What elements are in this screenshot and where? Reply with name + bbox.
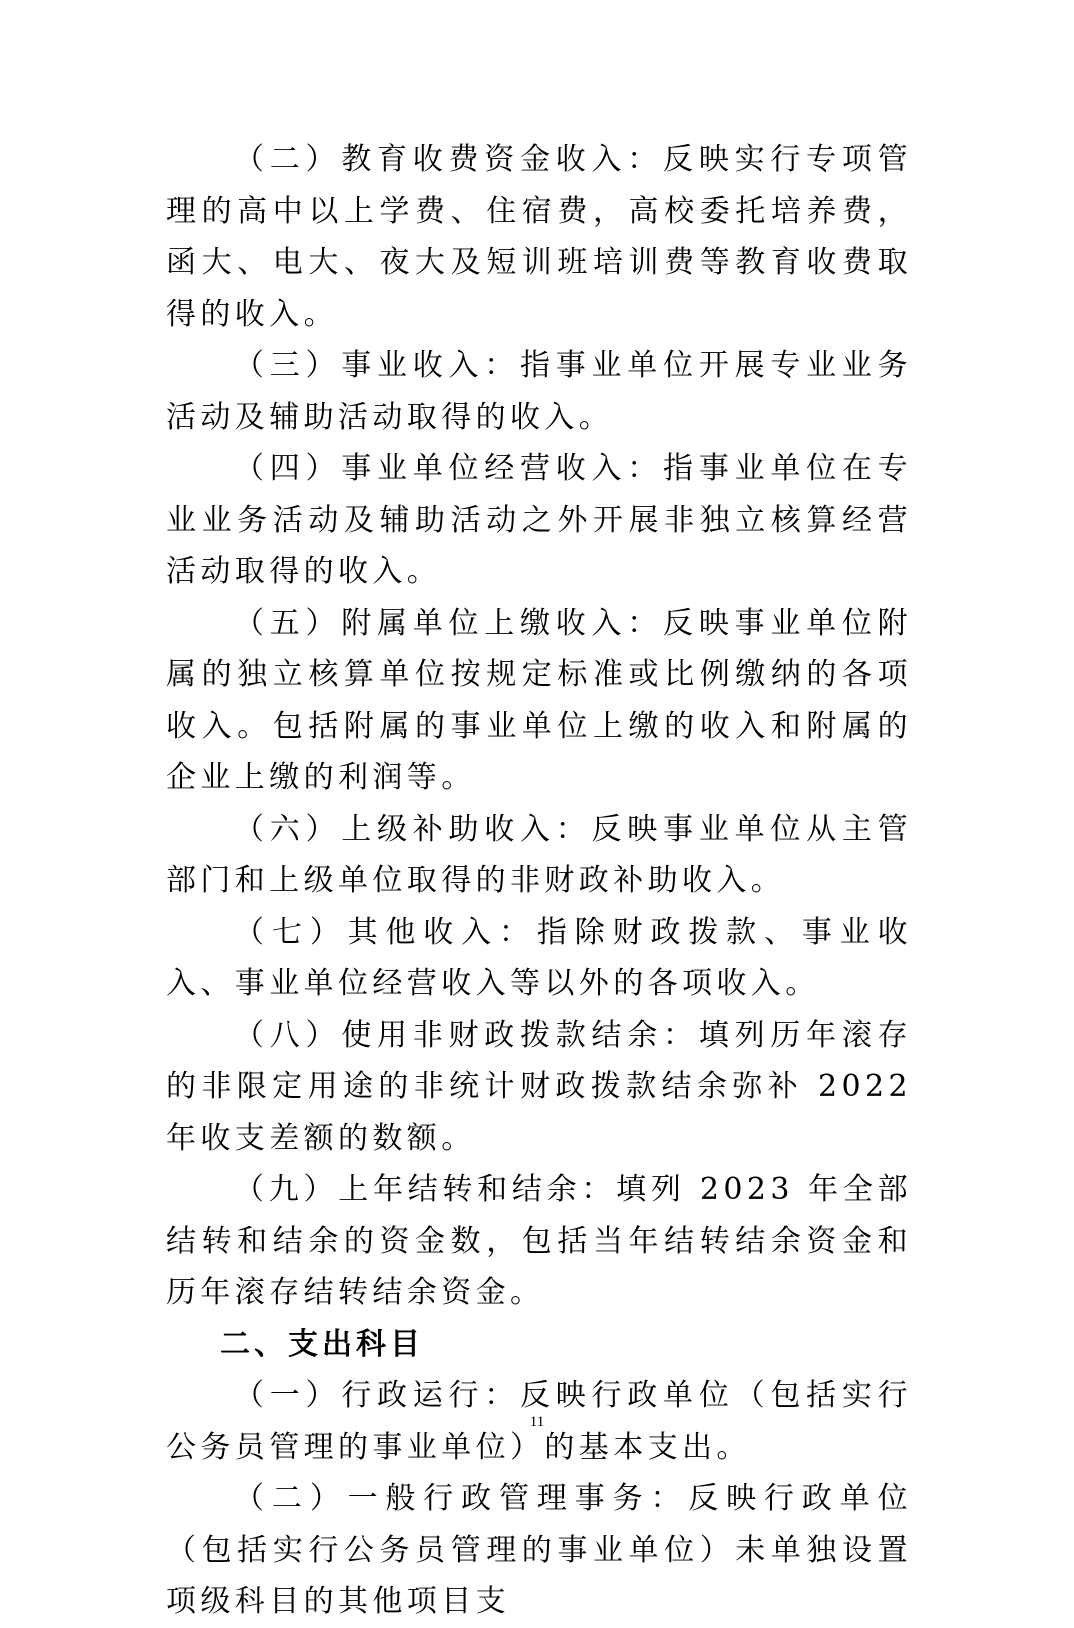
section-heading-expenditure: 二、支出科目	[220, 1326, 424, 1362]
page-number: 11	[529, 1414, 545, 1430]
paragraph-non-fiscal-surplus: （八）使用非财政拨款结余：填列历年滚存的非限定用途的非统计财政拨款结余弥补 2022 年收支差额的数额。	[166, 1017, 912, 1156]
paragraph-administrative-operation: （一）行政运行：反映行政单位（包括实行公务员管理的事业单位）的基本支出。	[166, 1378, 912, 1465]
paragraph-affiliated-unit-income: （五）附属单位上缴收入：反映事业单位附属的独立核算单位按规定标准或比例缴纳的各项收入。包括附属的事业单位上缴的收入和附属的企业上缴的利润等。	[166, 605, 912, 795]
paragraph-education-fee-income: （二）教育收费资金收入：反映实行专项管理的高中以上学费、住宿费，高校委托培养费，函大、电大、夜大及短训班培训费等教育收费取得的收入。	[166, 142, 912, 332]
paragraph-operating-income: （四）事业单位经营收入：指事业单位在专业业务活动及辅助活动之外开展非独立核算经营活动取得的收入。	[166, 451, 912, 589]
paragraph-prior-year-carryover: （九）上年结转和结余：填列 2023 年全部结转和结余的资金数，包括当年结转结余资金和历年滚存结转结余资金。	[166, 1172, 912, 1310]
paragraph-general-administration: （二）一般行政管理事务：反映行政单位（包括实行公务员管理的事业单位）未单独设置项级科目的其他项目支	[166, 1481, 912, 1619]
paragraph-business-income: （三）事业收入：指事业单位开展专业业务活动及辅助活动取得的收入。	[166, 348, 912, 435]
paragraph-superior-subsidy-income: （六）上级补助收入：反映事业单位从主管部门和上级单位取得的非财政补助收入。	[166, 811, 912, 898]
page-content	[166, 134, 912, 1628]
paragraph-other-income: （七）其他收入：指除财政拨款、事业收入、事业单位经营收入等以外的各项收入。	[166, 914, 912, 1001]
